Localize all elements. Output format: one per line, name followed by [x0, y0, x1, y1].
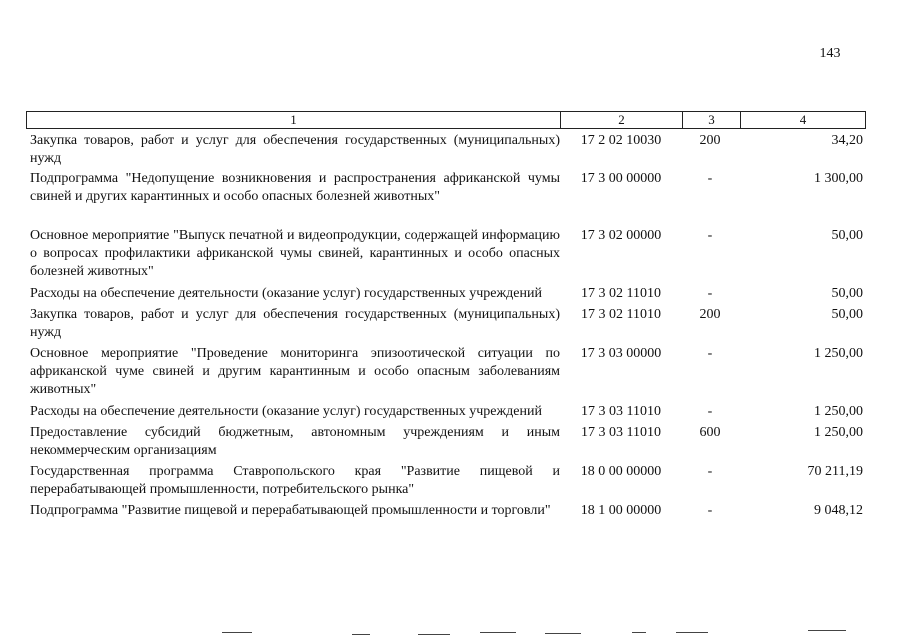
row-code: 17 3 03 11010 [581, 425, 661, 440]
row-code: 18 1 00 00000 [580, 503, 662, 518]
row-amount: 34,20 [831, 133, 863, 148]
scan-mark [222, 632, 252, 633]
column-header-1: 1 [27, 112, 561, 128]
row-name: Подпрограмма "Недопущение возникновения и распространения африканской чумы свиней и других карантинных и особо опасных болезней животных" [30, 171, 560, 204]
row-amount: 1 250,00 [814, 346, 863, 361]
table-row [26, 463, 866, 499]
row-name: Закупка товаров, работ и услуг для обеспечения государственных (муниципальных) нужд [30, 133, 560, 166]
table-header [26, 111, 866, 129]
table-row [26, 170, 866, 206]
row-amount: 1 300,00 [814, 171, 863, 186]
row-code: 17 3 02 00000 [580, 228, 662, 243]
row-amount: 50,00 [831, 286, 863, 301]
row-amount: 70 211,19 [807, 464, 863, 479]
row-type: 600 [699, 425, 721, 440]
page-number: 143 [819, 46, 841, 61]
row-type: - [707, 171, 713, 186]
column-header-4: 4 [799, 112, 807, 127]
table-row [26, 306, 866, 342]
row-type: - [707, 404, 713, 419]
row-type: - [707, 228, 713, 243]
row-name: Предоставление субсидий бюджетным, автономным учреждениям и иным некоммерческим организациям [30, 425, 560, 458]
row-name: Подпрограмма "Развитие пищевой и перерабатывающей промышленности и торговли" [30, 503, 551, 518]
row-code: 18 0 00 00000 [580, 464, 662, 479]
scan-mark [808, 630, 846, 631]
table-row [26, 227, 866, 281]
row-name: Расходы на обеспечение деятельности (оказание услуг) государственных учреждений [30, 286, 542, 301]
table-row [26, 502, 866, 520]
row-amount: 1 250,00 [814, 404, 863, 419]
column-header-2: 2 [561, 112, 683, 128]
table-row [26, 285, 866, 303]
row-code: 17 3 03 11010 [581, 404, 661, 419]
scan-mark [632, 632, 646, 633]
table-row [26, 403, 866, 421]
row-name: Основное мероприятие "Проведение мониторинга эпизоотической ситуации по африканской чуме свиней и другим карантинным и особо опасным заболеваниям животных" [30, 346, 560, 397]
row-code: 17 3 00 00000 [580, 171, 662, 186]
scan-mark [480, 632, 516, 633]
row-code: 17 3 02 11010 [581, 307, 661, 322]
row-type: - [707, 286, 713, 301]
row-type: - [707, 503, 713, 518]
scan-mark [545, 633, 581, 634]
row-amount: 50,00 [831, 228, 863, 243]
row-type: - [707, 346, 713, 361]
row-name: Основное мероприятие "Выпуск печатной и видеопродукции, содержащей информацию о вопросах профилактики африканской чумы свиней, карантинных и особо опасных болезней животных" [30, 228, 560, 279]
scan-mark [352, 634, 370, 635]
budget-table [26, 111, 866, 520]
row-name: Расходы на обеспечение деятельности (оказание услуг) государственных учреждений [30, 404, 542, 419]
table-row [26, 132, 866, 168]
row-code: 17 3 03 00000 [580, 346, 662, 361]
row-type: 200 [699, 307, 721, 322]
row-name: Закупка товаров, работ и услуг для обеспечения государственных (муниципальных) нужд [30, 307, 560, 340]
row-amount: 9 048,12 [814, 503, 863, 518]
row-type: 200 [699, 133, 721, 148]
row-name: Государственная программа Ставропольского края "Развитие пищевой и перерабатывающей промышленности, потребительского рынка" [30, 464, 560, 497]
row-code: 17 2 02 10030 [580, 133, 662, 148]
row-amount: 1 250,00 [814, 425, 863, 440]
row-code: 17 3 02 11010 [581, 286, 661, 301]
scan-mark [676, 632, 708, 633]
row-amount: 50,00 [831, 307, 863, 322]
table-row [26, 424, 866, 460]
scan-mark [418, 634, 450, 635]
row-type: - [707, 464, 713, 479]
column-header-3: 3 [683, 112, 741, 128]
table-row [26, 345, 866, 399]
scan-artifacts [0, 620, 900, 640]
